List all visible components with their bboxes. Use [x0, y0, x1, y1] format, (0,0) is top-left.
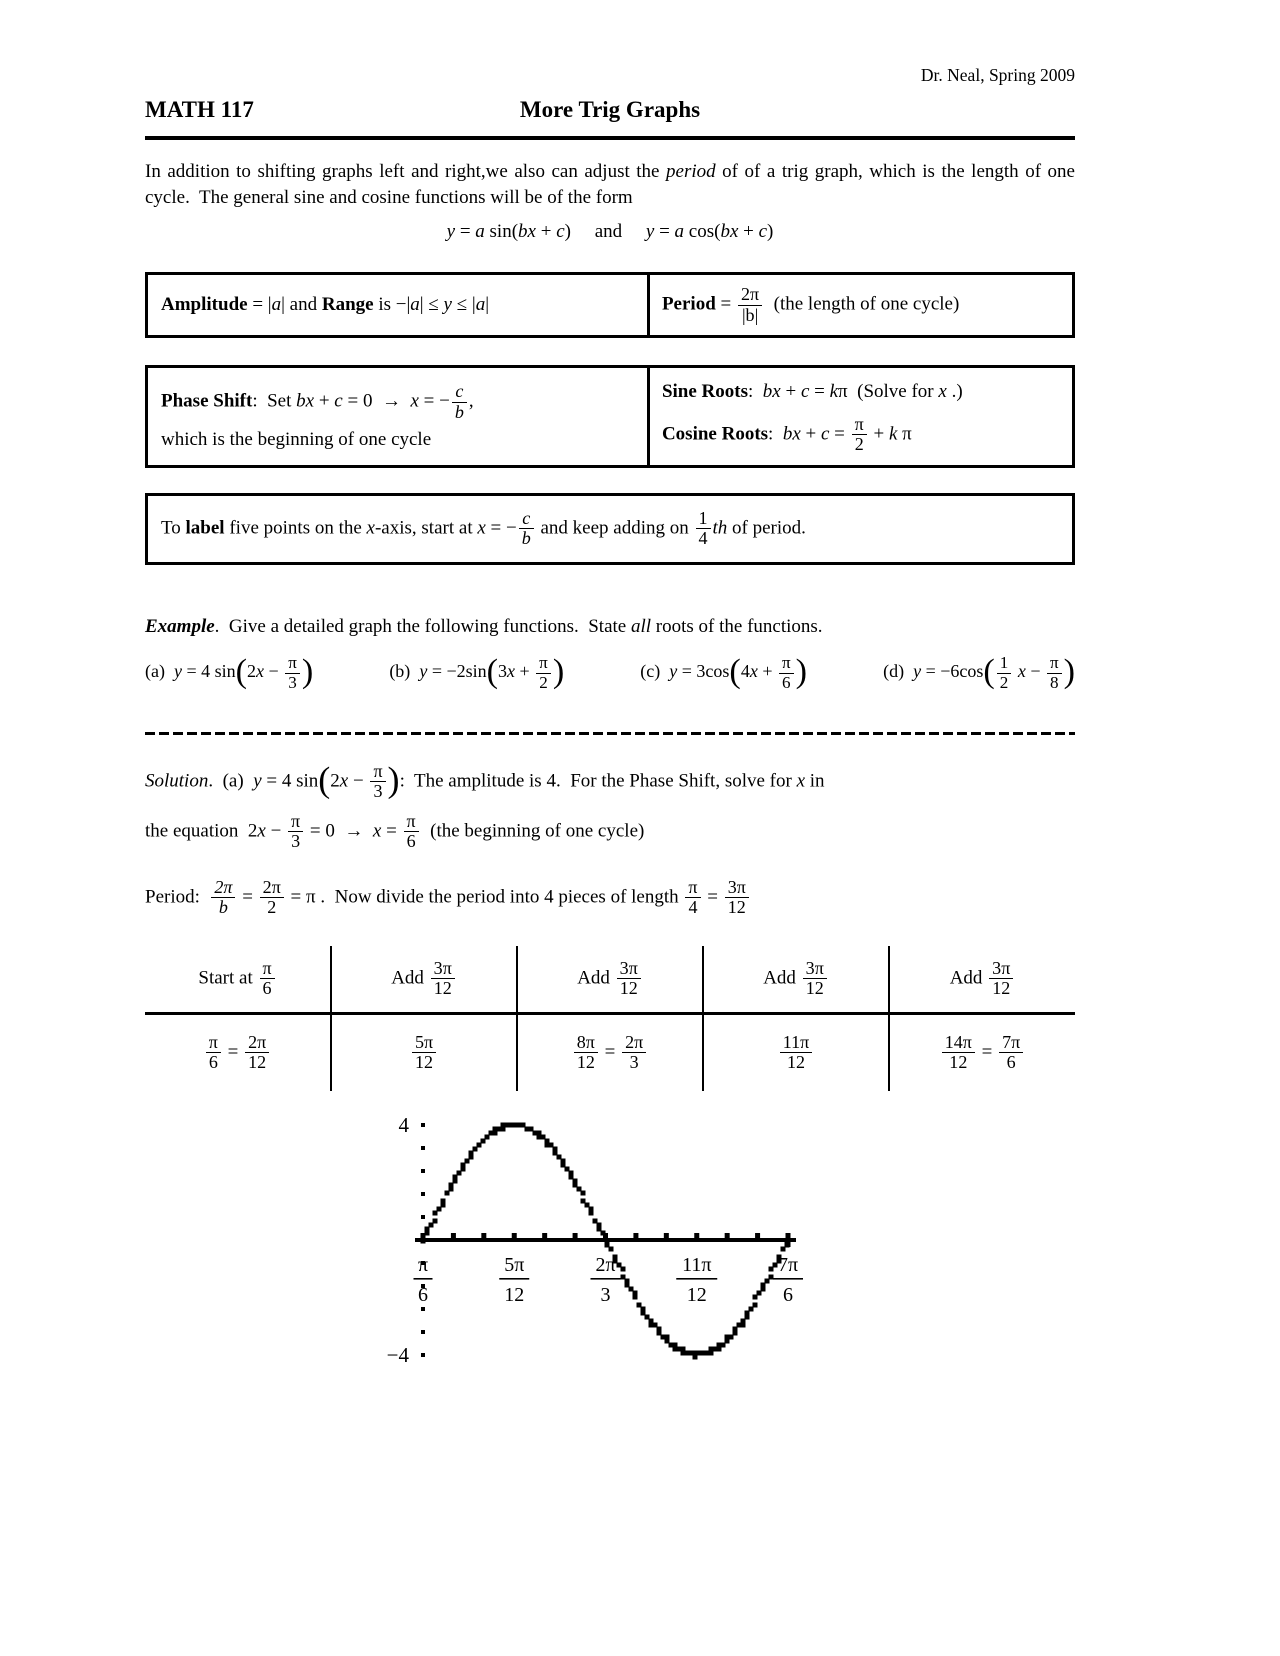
page-title: More Trig Graphs — [519, 96, 701, 122]
title-rule — [145, 136, 1075, 140]
trig-graph — [383, 1105, 853, 1417]
phase-roots-box — [145, 365, 1075, 468]
label-points-box — [145, 493, 1075, 565]
example-heading: Example. Give a detailed graph the following functions. State all roots of the functions. — [145, 615, 823, 637]
example-functions-row — [145, 654, 1075, 692]
sine-curve-plot — [383, 1105, 853, 1417]
function-b: (b) y = −2sin(3x + $\frac{\pi}{2}$ ) — [389, 653, 565, 692]
value-cell: $\frac{\pi}{6}$ = $\frac{2\pi}{12}$ — [145, 1013, 331, 1091]
header-cell: Add $\frac{3\pi}{12}$ — [331, 946, 517, 1014]
roots-cell — [647, 368, 1072, 465]
phase-shift-line: Phase Shift: Set bx + c = 0 → x = − $\frac{c}{b}$ , — [161, 381, 474, 422]
value-cell: $\frac{8\pi}{12}$ = $\frac{2\pi}{3}$ — [517, 1013, 703, 1091]
amplitude-cell — [148, 275, 647, 335]
svg-text:6: 6 — [418, 1283, 428, 1306]
solution-line-1: Solution. (a) y = 4 sin(2x − $\frac{\pi}{3}$ ): The amplitude is 4. For the Phase Shift, solve for x in — [145, 759, 825, 802]
intro-paragraph: In addition to shifting graphs left and right,we also can adjust the period of of a trig graph, which is the length of one cycle. The general sine and cosine functions will be of the form — [145, 160, 1080, 208]
value-cell: $\frac{14\pi}{12}$ = $\frac{7\pi}{6}$ — [889, 1013, 1075, 1091]
svg-text:π: π — [417, 1253, 429, 1276]
section-divider — [145, 732, 1075, 735]
period-text: Period = $\frac{2\pi}{|b|}$ (the length of one cycle) — [661, 284, 960, 325]
svg-text:11π: 11π — [682, 1253, 712, 1276]
svg-text:3: 3 — [600, 1283, 611, 1306]
svg-text:6: 6 — [783, 1283, 793, 1306]
svg-text:12: 12 — [686, 1283, 707, 1306]
table-header-row — [145, 946, 1075, 1014]
svg-text:7π: 7π — [777, 1253, 799, 1276]
course-label: MATH 117 — [145, 96, 254, 122]
period-calculation-line: Period: $\frac{2\pi}{b}$ = $\frac{2\pi}{2}$ = π . Now divide the period into 4 pieces of length $\frac{\pi}{4}$ = $\frac{3\pi}{12}$ — [145, 878, 1075, 918]
phase-shift-note: which is the beginning of one cycle — [161, 429, 432, 451]
header-cell: Start at $\frac{\pi}{6}$ — [145, 946, 331, 1014]
svg-text:4: 4 — [398, 1112, 409, 1137]
header-cell: Add $\frac{3\pi}{12}$ — [517, 946, 703, 1014]
amplitude-range-text: Amplitude = |a| and Range is −|a| ≤ y ≤ |a| — [161, 293, 490, 315]
header-cell: Add $\frac{3\pi}{12}$ — [889, 946, 1075, 1014]
general-form-equation: y = a sin(bx + c) and y = a cos(bx + c) — [446, 221, 774, 243]
value-cell: $\frac{5\pi}{12}$ — [331, 1013, 517, 1091]
function-c: (c) y = 3cos(4x + $\frac{\pi}{6}$ ) — [640, 653, 807, 692]
cosine-roots-line: Cosine Roots: bx + c = $\frac{\pi}{2}$ + k π — [661, 413, 912, 455]
author-line: Dr. Neal, Spring 2009 — [920, 65, 1075, 85]
solution-line-2: the equation 2x − $\frac{\pi}{3}$ = 0 → x = $\frac{\pi}{6}$ (the beginning of one cycle) — [145, 810, 645, 852]
table-value-row — [145, 1013, 1075, 1091]
value-cell: $\frac{11\pi}{12}$ — [703, 1013, 889, 1091]
function-d: (d) y = −6cos( $\frac{1}{2}$ x − $\frac{\pi}{8}$ ) — [883, 653, 1075, 692]
svg-text:12: 12 — [504, 1283, 525, 1306]
svg-text:2π: 2π — [595, 1253, 616, 1276]
amplitude-period-box — [145, 272, 1075, 338]
svg-text:−4: −4 — [386, 1342, 409, 1367]
label-points-text: To label five points on the x-axis, start at x = − $\frac{c}{b}$ and keep adding on $\frac{1}{4}$ th of period. — [161, 507, 806, 549]
function-a: (a) y = 4 sin(2x − $\frac{\pi}{3}$ ) — [145, 653, 314, 692]
period-cell — [647, 275, 1072, 335]
header-cell: Add $\frac{3\pi}{12}$ — [703, 946, 889, 1014]
quarter-points-table — [145, 946, 1075, 1091]
svg-text:5π: 5π — [504, 1253, 525, 1276]
title-row — [145, 95, 1075, 127]
sine-roots-line: Sine Roots: bx + c = kπ (Solve for x .) — [661, 381, 963, 403]
phase-shift-cell — [148, 368, 647, 465]
